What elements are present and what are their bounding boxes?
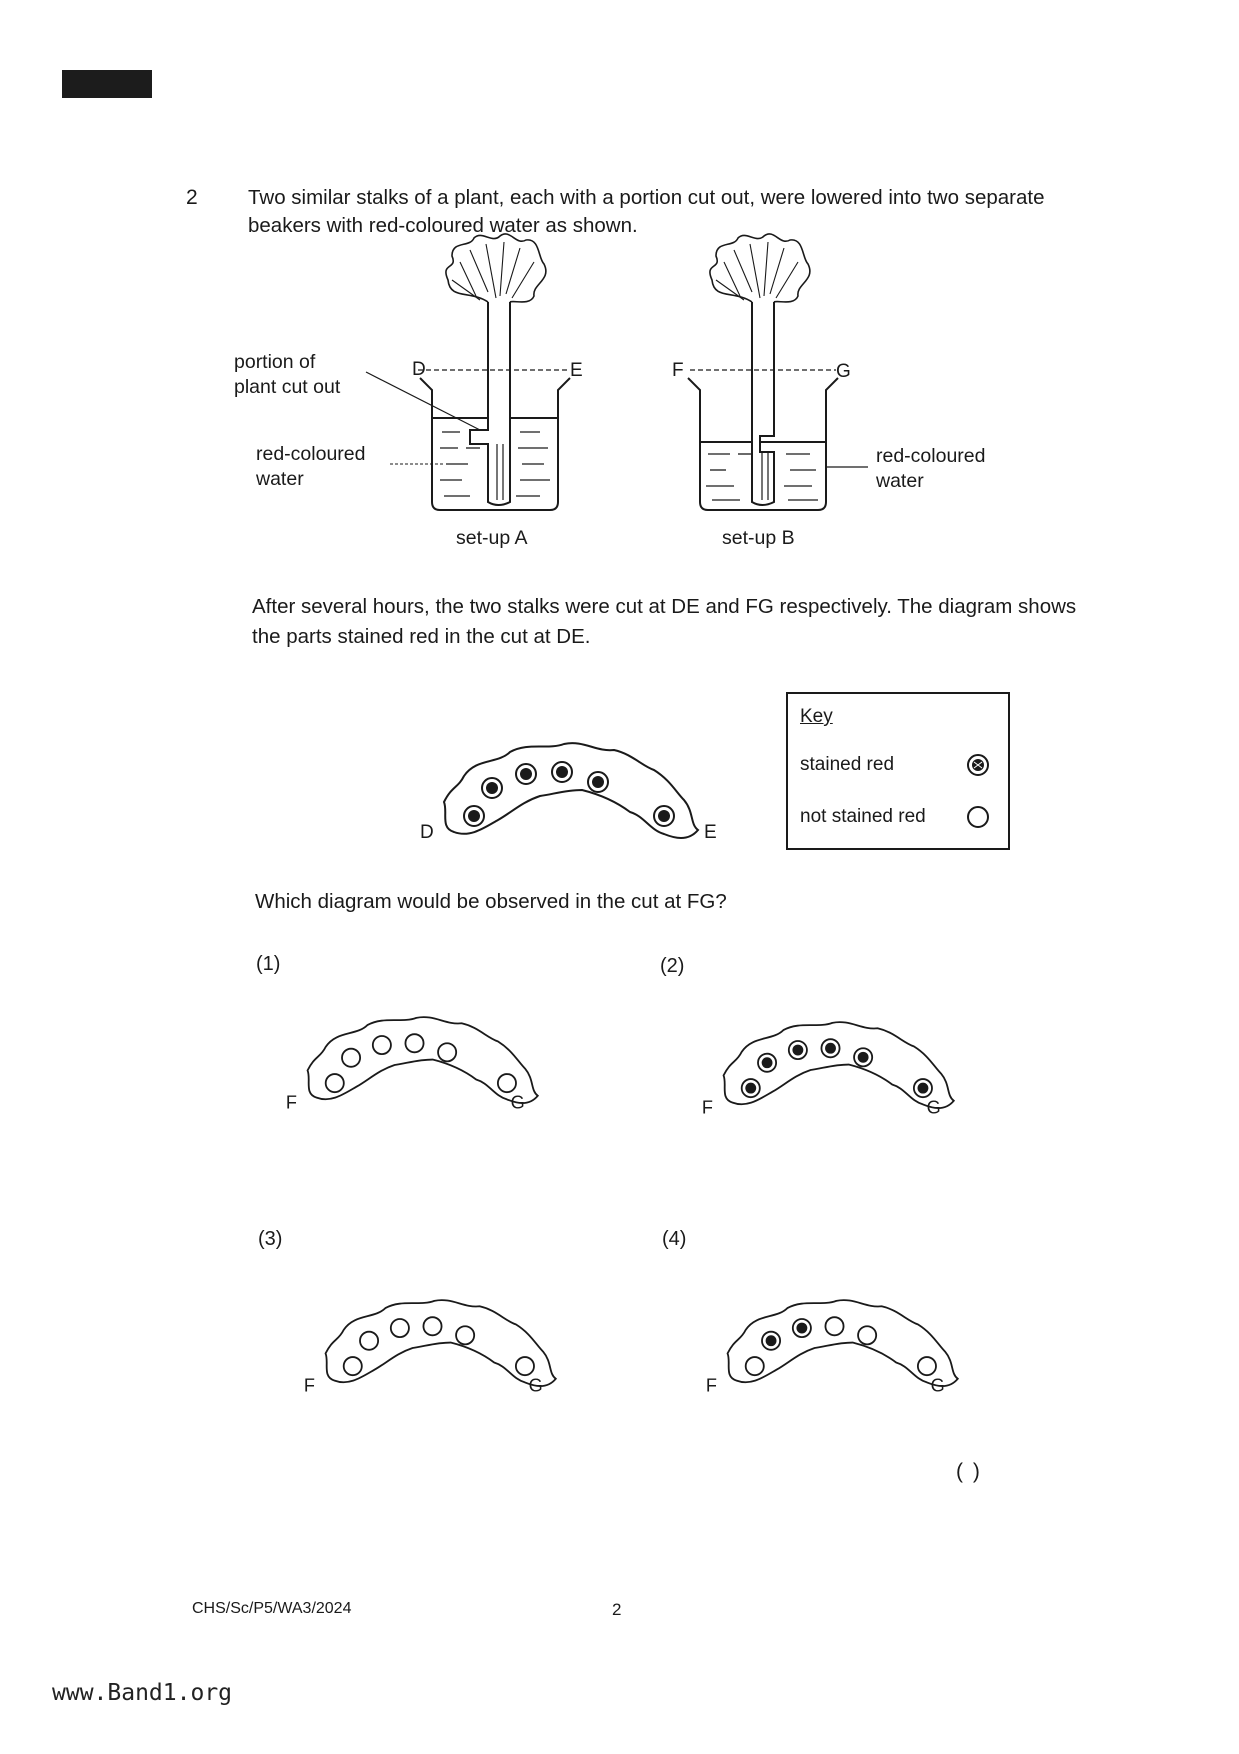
stalk-a (470, 302, 510, 505)
stain-fill (468, 810, 480, 822)
stain-fill (796, 1323, 807, 1334)
unstained-bundle (423, 1317, 441, 1335)
paper-code: CHS/Sc/P5/WA3/2024 (192, 1600, 352, 1617)
label-f: F (672, 360, 684, 381)
de-cross-section (418, 720, 738, 850)
stain-fill (792, 1045, 803, 1056)
option-1-label: (1) (256, 953, 281, 975)
section-left-label: F (705, 1375, 717, 1396)
section-right-label: G (930, 1375, 945, 1396)
option-2-cross-section[interactable] (700, 990, 990, 1130)
option-1-cross-section[interactable] (284, 985, 574, 1125)
unstained-bundle (516, 1357, 534, 1375)
label-setup-b: set-up B (722, 527, 795, 549)
key-title: Key (800, 706, 833, 727)
stain-fill (858, 1052, 869, 1063)
section-right-label: G (528, 1375, 543, 1396)
section-left-label: F (701, 1097, 713, 1118)
question-text: Two similar stalks of a plant, each with a portion cut out, were lowered into two separate beakers with red-coloured water as shown. (248, 186, 1045, 237)
label-cut-line1: portion of (234, 351, 316, 373)
unstained-bundle (342, 1049, 360, 1067)
stain-fill (592, 776, 604, 788)
section-left-label: F (285, 1092, 297, 1113)
stained-bundle-icon (964, 752, 994, 778)
unstained-bundle (498, 1074, 516, 1092)
label-cut-line2: plant cut out (234, 376, 341, 398)
option-3-cross-section[interactable] (302, 1268, 592, 1408)
unstained-bundle (326, 1074, 344, 1092)
answer-blank[interactable]: ( ) (956, 1460, 982, 1483)
page-number: 2 (612, 1600, 622, 1619)
stain-fill (825, 1043, 836, 1054)
beaker-setups-diagram (0, 0, 1239, 560)
key-stained-label: stained red (800, 754, 895, 775)
label-d: D (412, 359, 426, 380)
watermark-url: www.Band1.org (52, 1680, 233, 1706)
unstained-bundle (858, 1326, 876, 1344)
label-water-b-line1: red-coloured (876, 445, 986, 467)
key-box (786, 692, 1010, 850)
question-prompt: Which diagram would be observed in the cut at FG? (255, 890, 727, 913)
observation-paragraph: After several hours, the two stalks were cut at DE and FG respectively. The diagram shows the parts stained red in the cut at DE. (252, 595, 1077, 648)
unstained-bundle (438, 1043, 456, 1061)
question-number: 2 (186, 186, 198, 209)
section-right-label: G (510, 1092, 525, 1113)
option-4-cross-section[interactable] (704, 1268, 994, 1408)
section-right-label: G (926, 1097, 941, 1118)
section-left-label: F (303, 1375, 315, 1396)
unstained-bundle (360, 1332, 378, 1350)
stain-fill (520, 768, 532, 780)
option-2-label: (2) (660, 955, 685, 977)
label-water-a-line2: water (256, 468, 304, 490)
unstained-bundle (746, 1357, 764, 1375)
stain-fill (918, 1083, 929, 1094)
section-right-label: E (704, 822, 717, 843)
stain-fill (766, 1335, 777, 1346)
label-setup-a: set-up A (456, 527, 528, 549)
stain-fill (745, 1083, 756, 1094)
section-left-label: D (420, 822, 434, 843)
label-water-b-line2: water (876, 470, 924, 492)
label-water-a-line1: red-coloured (256, 443, 366, 465)
stain-fill (762, 1057, 773, 1068)
stalk-b (752, 302, 774, 505)
option-4-label: (4) (662, 1228, 687, 1250)
not-stained-bundle-icon (964, 804, 994, 830)
label-g: G (836, 361, 851, 382)
unstained-bundle (405, 1034, 423, 1052)
option-3-label: (3) (258, 1228, 283, 1250)
unstained-bundle (918, 1357, 936, 1375)
unstained-bundle (391, 1319, 409, 1337)
unstained-bundle (373, 1036, 391, 1054)
label-e: E (570, 360, 583, 381)
unstained-bundle (456, 1326, 474, 1344)
stain-fill (556, 766, 568, 778)
stain-fill (658, 810, 670, 822)
stain-fill (486, 782, 498, 794)
key-not-stained-label: not stained red (800, 806, 926, 827)
unstained-bundle (344, 1357, 362, 1375)
unstained-bundle (825, 1317, 843, 1335)
